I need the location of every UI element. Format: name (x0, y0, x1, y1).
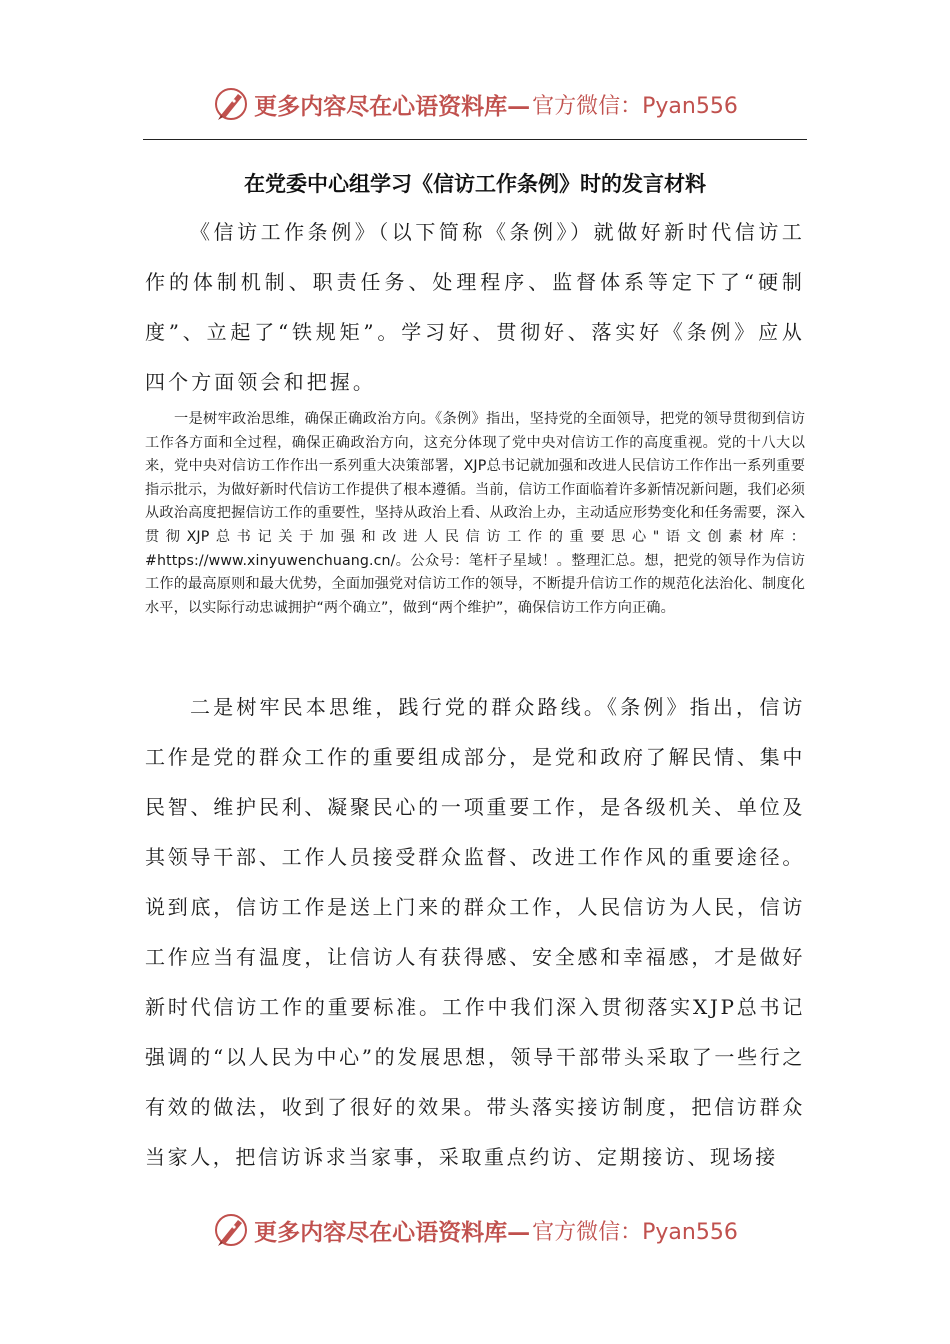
header-contact-text: 官方微信：Pyan556 (532, 93, 738, 119)
paragraph-point-two: 二是树牢民本思维，践行党的群众路线。《条例》指出，信访工作是党的群众工作的重要组成部分，是党和政府了解民情、集中民智、维护民利、凝聚民心的一项重要工作，是各级机关、单位及其领导干部、工作人员接受群众监督、改进工作作风的重要途径。说到底，信访工作是送上门来的群众工作，人民信访为人民，信访工作应当有温度，让信访人有获得感、安全感和幸福感，才是做好新时代信访工作的重要标准。工作中我们深入贯彻落实XJP总书记强调的“以人民为中心”的发展思想，领导干部带头采取了一些行之有效的做法，收到了很好的效果。带头落实接访制度，把信访群众当家人，把信访诉求当家事，采取重点约访、定期接访、现场接 (145, 695, 805, 1169)
footer-contact-text: 官方微信：Pyan556 (532, 1219, 738, 1245)
pen-logo-icon (212, 85, 250, 123)
footer-brand-text: 更多内容尽在心语资料库— (254, 1218, 531, 1246)
pen-logo-icon (212, 1211, 250, 1249)
paragraph-intro: 《信访工作条例》（以下简称《条例》）就做好新时代信访工作的体制机制、职责任务、处理程序、监督体系等定下了“硬制度”、立起了“铁规矩”。学习好、贯彻好、落实好《条例》应从四个方面领会和把握。 (145, 220, 805, 394)
header-brand-text: 更多内容尽在心语资料库— (254, 92, 531, 120)
header-divider (143, 139, 807, 140)
header-banner (0, 82, 950, 126)
footer-banner (0, 1208, 950, 1252)
paragraph-point-one: 一是树牢政治思维，确保正确政治方向。《条例》指出，坚持党的全面领导，把党的领导贯彻到信访工作各方面和全过程，确保正确政治方向，这充分体现了党中央对信访工作的高度重视。党的十八大以来，党中央对信访工作作出一系列重大决策部署，XJP总书记就加强和改进人民信访工作作出一系列重要指示批示，为做好新时代信访工作提供了根本遵循。当前，信访工作面临着许多新情况新问题，我们必须从政治高度把握信访工作的重要性，坚持从政治上看、从政治上办，主动适应形势变化和任务需要，深入贯彻XJP总书记关于加强和改进人民信访工作的重要思心"语文创素材库：#https://www.xinyuwenchuang.cn/。公众号：笔杆子星域！。整理汇总。想，把党的领导作为信访工作的最高原则和最大优势，全面加强党对信访工作的领导，不断提升信访工作的规范化法治化、制度化水平，以实际行动忠诚拥护“两个确立”，做到“两个维护”，确保信访工作方向正确。 (145, 411, 805, 616)
document-title: 在党委中心组学习《信访工作条例》时的发言材料 (244, 172, 706, 196)
